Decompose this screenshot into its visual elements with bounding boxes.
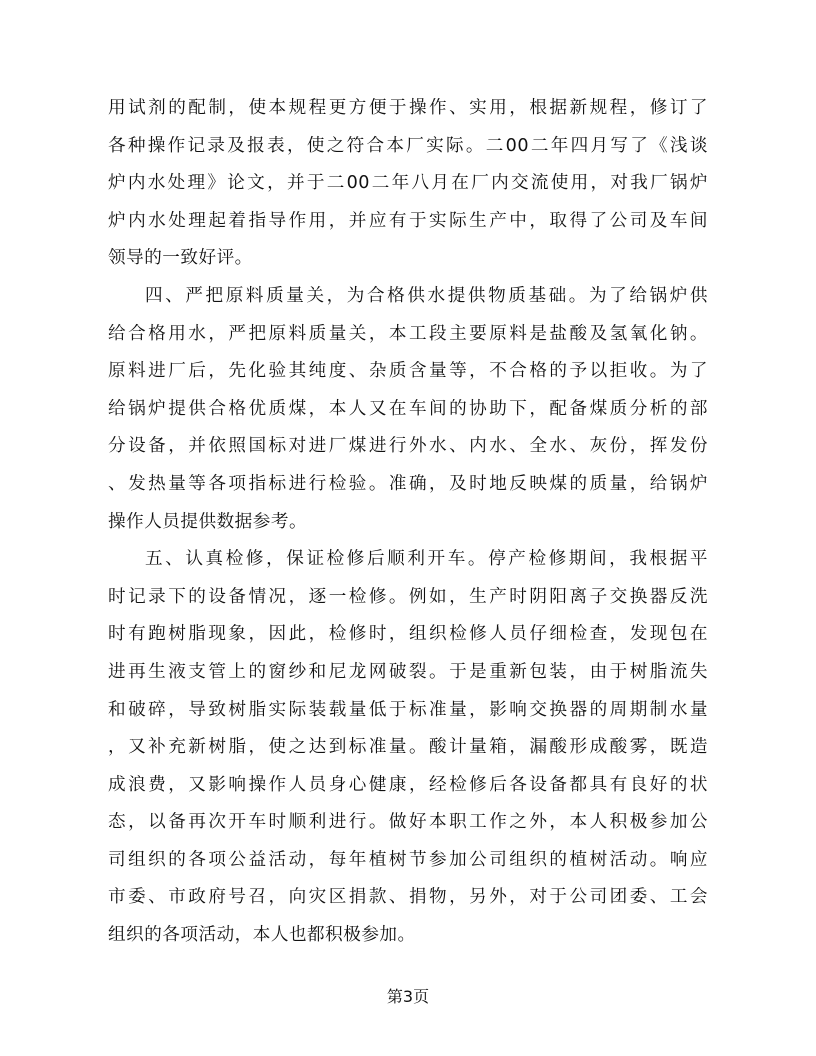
text-line: 给锅炉提供合格优质煤，本人又在车间的协助下，配备煤质分析的部 [108,398,708,419]
document-body [108,90,708,955]
text-line: 分设备，并依照国标对进厂煤进行外水、内水、全水、灰份，挥发份 [108,436,708,457]
text-line: 炉内水处理起着指导作用，并应有于实际生产中，取得了公司及车间 [108,210,708,231]
text-line: 司组织的各项公益活动，每年植树节参加公司组织的植树活动。响应 [108,849,708,870]
text-line: 成浪费，又影响操作人员身心健康，经检修后各设备都具有良好的状 [108,774,708,795]
text-line: 给合格用水，严把原料质量关，本工段主要原料是盐酸及氢氧化钠。 [108,323,708,344]
text-line: ，又补充新树脂，使之达到标准量。酸计量箱，漏酸形成酸雾，既造 [108,737,708,758]
text-line: 时有跑树脂现象，因此，检修时，组织检修人员仔细检查，发现包在 [108,624,708,645]
text-line: 五、认真检修，保证检修后顺利开车。停产检修期间，我根据平 [145,549,708,570]
text-line: 态，以备再次开车时顺利进行。做好本职工作之外，本人积极参加公 [108,812,708,833]
text-line: 操作人员提供数据参考。 [108,511,308,532]
paragraph-2 [108,278,708,541]
text-line: 时记录下的设备情况，逐一检修。例如，生产时阴阳离子交换器反洗 [108,586,708,607]
paragraph-1 [108,90,708,278]
page-number: 第3页 [386,987,430,1006]
text-line: 组织的各项活动，本人也都积极参加。 [108,925,416,946]
text-line: 领导的一致好评。 [108,248,253,269]
text-line: 用试剂的配制，使本规程更方便于操作、实用，根据新规程，修订了 [108,98,708,118]
text-line: 各种操作记录及报表，使之符合本厂实际。二00二年四月写了《浅谈 [108,135,708,156]
text-line: 四、严把原料质量关，为合格供水提供物质基础。为了给锅炉供 [145,285,708,306]
text-line: 炉内水处理》论文，并于二00二年八月在厂内交流使用，对我厂锅炉 [108,173,708,194]
text-line: 和破碎，导致树脂实际装载量低于标准量，影响交换器的周期制水量 [108,699,708,720]
text-line: 进再生液支管上的窗纱和尼龙网破裂。于是重新包装，由于树脂流失 [108,661,708,682]
paragraph-3 [108,541,708,955]
text-line: 原料进厂后，先化验其纯度、杂质含量等，不合格的予以拒收。为了 [108,361,708,382]
text-line: 市委、市政府号召，向灾区捐款、捐物，另外，对于公司团委、工会 [108,887,708,908]
text-line: 、发热量等各项指标进行检验。准确，及时地反映煤的质量，给锅炉 [108,473,708,494]
